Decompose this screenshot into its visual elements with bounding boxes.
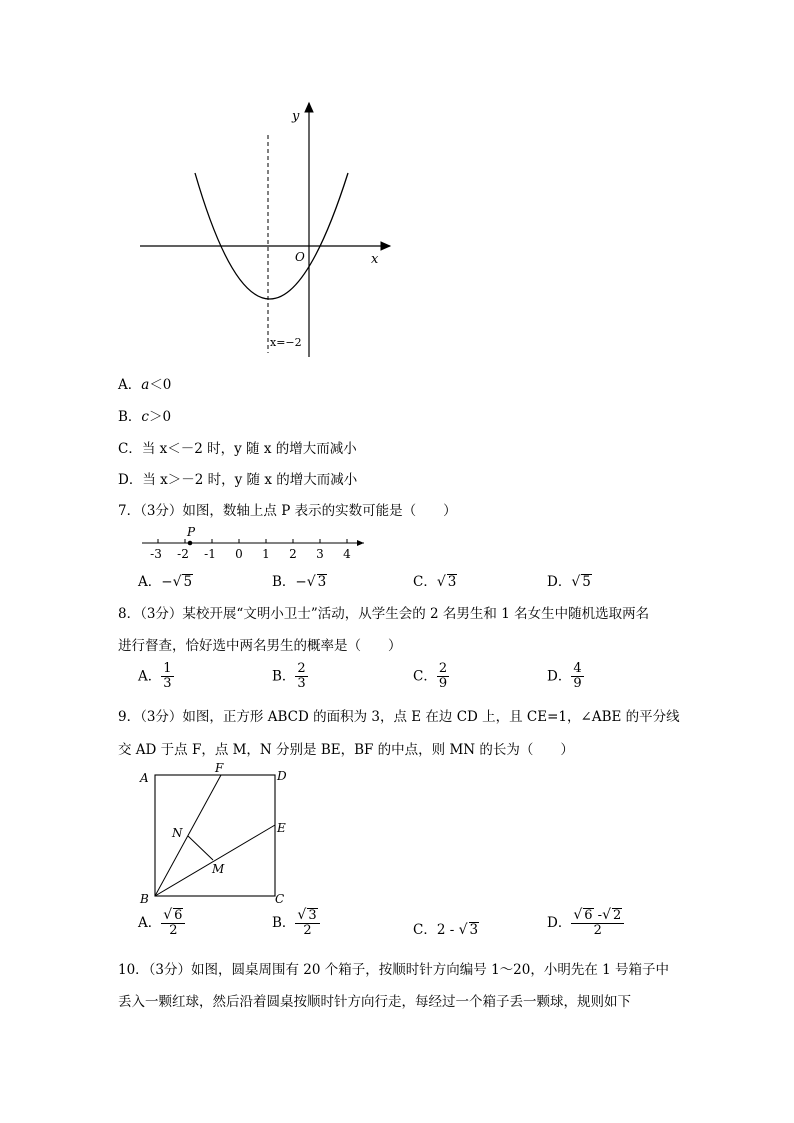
q6-option-b[interactable]	[118, 405, 171, 425]
q7-c-label: C．	[413, 574, 437, 590]
q6-b-rel: ＞0	[148, 409, 172, 425]
parabola-figure	[130, 95, 400, 360]
tick-label: -1	[204, 547, 216, 561]
q7-a-label: A．−	[138, 574, 173, 590]
q8-d-label: D．	[547, 668, 572, 685]
tick-label: 2	[289, 547, 297, 561]
q6-b-label: B．	[118, 409, 142, 425]
q6-option-c[interactable]: C．当 x＜－2 时，y 随 x 的增大而减小	[118, 441, 357, 457]
number-line-figure	[138, 522, 373, 562]
q9-option-a[interactable]	[138, 908, 185, 939]
q8-option-d[interactable]	[547, 662, 584, 692]
q10-stem-line1: 10．（3分）如图，圆桌周围有 20 个箱子，按顺时针方向编号 1～20，小明先在 1 号箱子中	[118, 962, 670, 978]
label-a: A	[140, 771, 149, 785]
q8-c-label: C．	[413, 668, 437, 685]
q8-b-fraction: $\frac{2}{3}$	[297, 661, 306, 692]
q8-option-a[interactable]	[138, 662, 174, 692]
q8-option-c[interactable]	[413, 662, 449, 692]
q9-d-fraction: $\frac{√ 6 -√ 2}{2}$	[571, 908, 624, 939]
q6-a-label: A．	[118, 377, 142, 393]
q7-d-radicand: 5	[582, 574, 591, 590]
q9-option-c[interactable]: C．2 - √ 3	[413, 922, 479, 938]
q7-d-label: D．	[547, 574, 572, 590]
label-m: M	[212, 862, 225, 876]
q8-a-fraction: $\frac{1}{3}$	[163, 661, 172, 692]
q10-stem-line2: 丢入一颗红球，然后沿着圆桌按顺时针方向行走，每经过一个箱子丢一颗球，规则如下	[118, 994, 631, 1010]
q9-b-fraction: $\frac{√ 3}{2}$	[295, 908, 319, 939]
q7-option-c[interactable]: C．√ 3	[413, 574, 457, 590]
square-figure	[135, 760, 295, 908]
q8-stem-line2: 进行督查，恰好选中两名男生的概率是（ ）	[118, 638, 402, 654]
number-line-ticks	[158, 539, 347, 543]
q7-a-radicand: 5	[183, 574, 193, 590]
label-e: E	[277, 821, 286, 835]
q7-b-radicand: 3	[317, 574, 327, 590]
q9-d-label: D．	[547, 914, 572, 931]
tick-label: -3	[150, 547, 162, 561]
q6-option-a[interactable]	[118, 373, 171, 393]
tick-label: 0	[235, 547, 243, 561]
q9-option-d[interactable]	[547, 908, 624, 939]
tick-label: 3	[316, 547, 324, 561]
q8-option-b[interactable]	[272, 662, 308, 692]
q9-c-label: C．	[413, 922, 437, 938]
q6-a-var: a	[141, 377, 150, 393]
q9-b-label: B．	[272, 914, 296, 931]
q9-stem-line2: 交 AD 于点 F，点 M，N 分别是 BE，BF 的中点，则 MN 的长为（ ）	[118, 742, 574, 758]
q6-a-rel: ＜0	[149, 377, 172, 393]
q7-option-a[interactable]: A．−√ 5	[138, 574, 193, 590]
label-d: D	[277, 769, 287, 783]
q8-c-fraction: $\frac{2}{9}$	[438, 661, 448, 692]
q7-option-d[interactable]: D．√ 5	[547, 574, 591, 590]
q7-b-label: B．−	[272, 574, 307, 590]
q9-a-fraction: $\frac{√ 6}{2}$	[161, 908, 185, 939]
q8-b-label: B．	[272, 668, 296, 685]
symmetry-axis-label: x=−2	[270, 336, 302, 349]
tick-label: 4	[343, 547, 351, 561]
label-b: B	[140, 892, 149, 906]
q8-a-label: A．	[138, 668, 162, 685]
x-axis-label: x	[371, 252, 379, 267]
q7-option-b[interactable]: B．−√ 3	[272, 574, 327, 590]
q6-option-d[interactable]: D．当 x＞－2 时，y 随 x 的增大而减小	[118, 472, 358, 488]
label-n: N	[172, 826, 183, 840]
label-f: F	[215, 761, 224, 775]
origin-label: O	[295, 250, 305, 264]
q8-stem-line1: 8．（3分）某校开展“文明小卫士”活动，从学生会的 2 名男生和 1 名女生中随机选取两名	[118, 606, 650, 622]
q7-c-radicand: 3	[447, 574, 457, 590]
tick-label: -2	[177, 547, 189, 561]
y-axis-label: y	[292, 109, 300, 124]
segment-bf	[155, 775, 221, 896]
q6-b-var: c	[141, 409, 149, 425]
point-p-label: P	[187, 525, 196, 539]
label-c: C	[275, 892, 285, 906]
parabola-curve	[195, 173, 348, 299]
q7-stem: 7．（3分）如图，数轴上点 P 表示的实数可能是（ ）	[118, 503, 457, 519]
tick-label: 1	[262, 547, 270, 561]
q9-stem-line1: 9．（3分）如图，正方形 ABCD 的面积为 3，点 E 在边 CD 上，且 CE=1，∠ABE 的平分线	[118, 709, 680, 725]
q9-option-b[interactable]	[272, 908, 320, 939]
q8-d-fraction: $\frac{4}{9}$	[573, 661, 582, 692]
segment-mn	[188, 836, 213, 860]
q9-a-label: A．	[138, 914, 162, 931]
point-p	[188, 541, 193, 546]
q9-c-radicand: 3	[469, 922, 479, 938]
q9-c-pre: 2 -	[436, 922, 459, 938]
